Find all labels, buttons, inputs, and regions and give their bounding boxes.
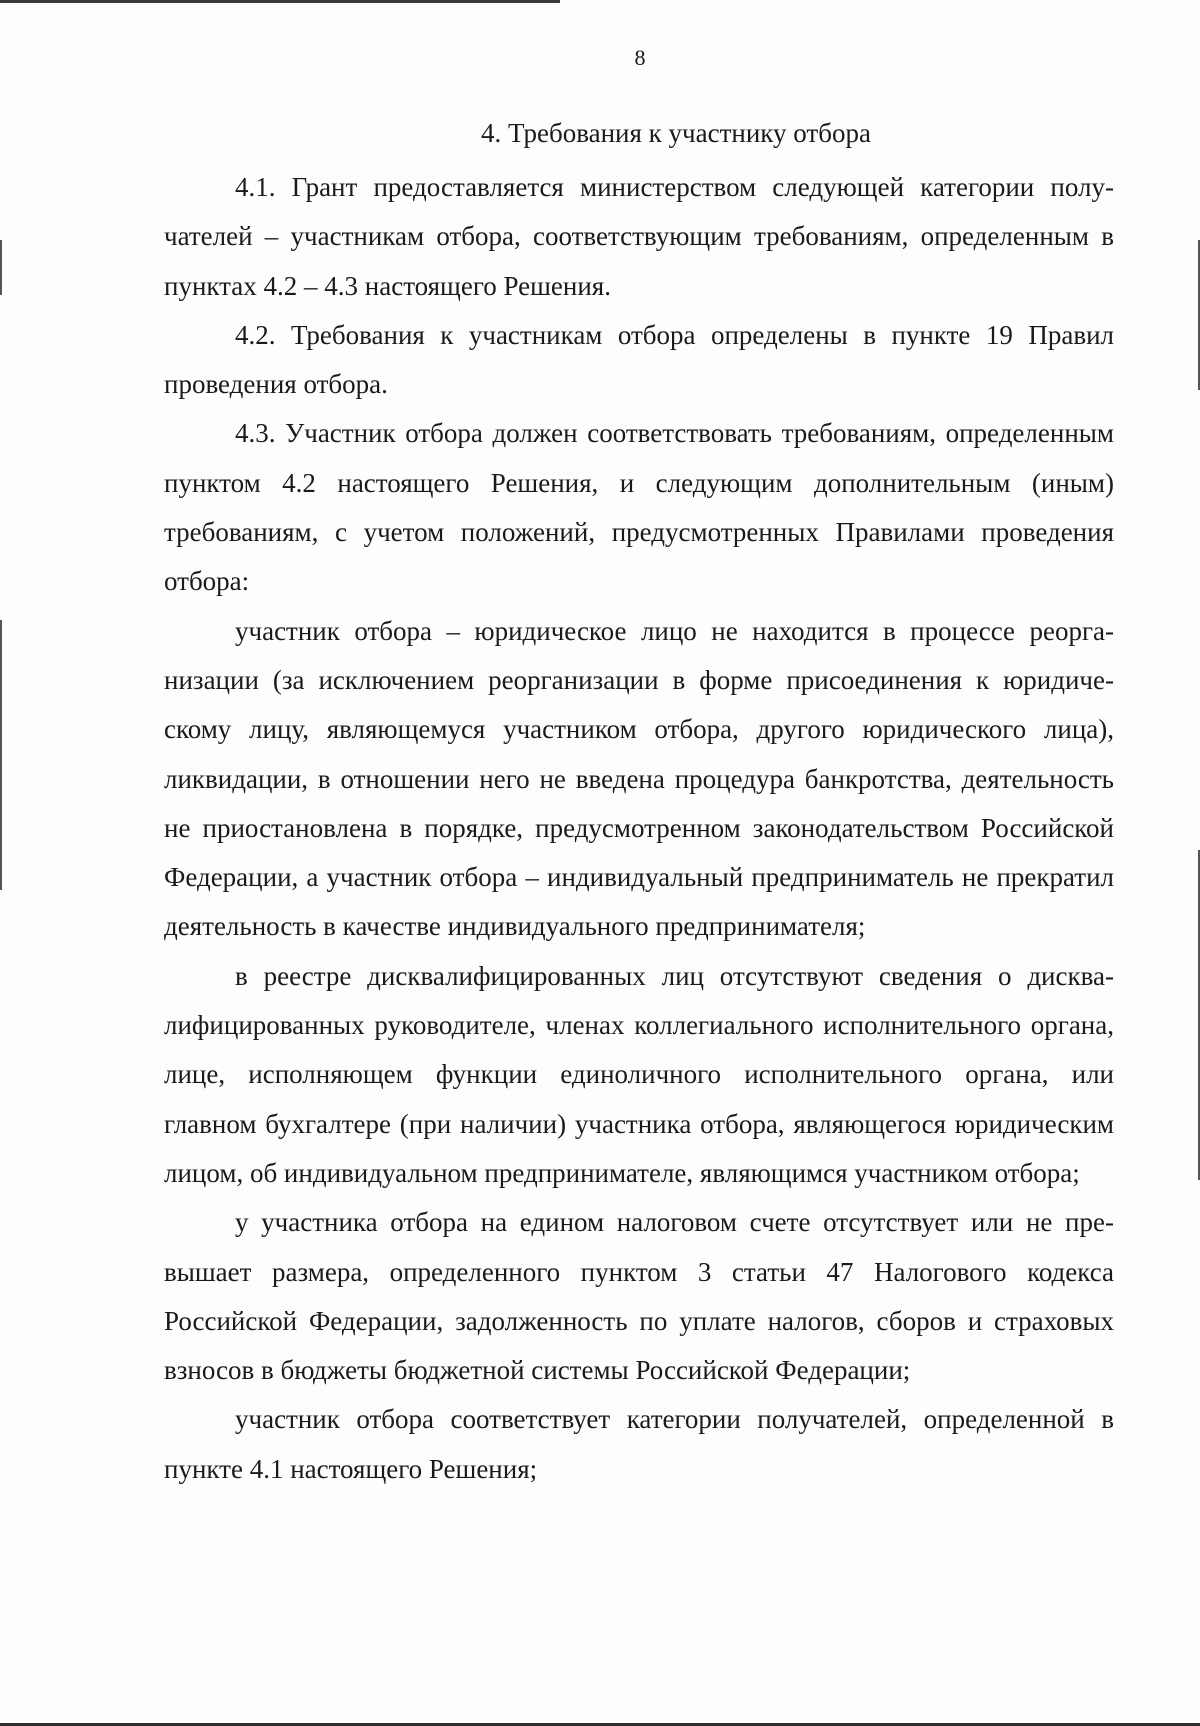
paragraph: 4.2. Требования к участникам отбора определены в пункте 19 Правил проведения отбора. <box>164 319 1114 400</box>
paragraph: у участника отбора на едином налоговом счете отсутствует или не превышает размера, определенного пунктом 3 статьи 47 Налогового кодекса Российской Федерации, задолженность по уплате налогов, сборов и страховых взносов в бюджеты бюджетной системы Российской Федерации; <box>164 1207 1114 1386</box>
page-number: 8 <box>634 45 646 70</box>
paragraph: 4.1. Грант предоставляется министерством следующей категории получателей – участникам отбора, соответствующим требованиям, определенным в пунктах 4.2 – 4.3 настоящего Решения. <box>164 172 1114 301</box>
paragraph: в реестре дисквалифицированных лиц отсутствуют сведения о дисквалифицированных руководителе, членах коллегиального исполнительного органа, лице, исполняющем функции единоличного исполнительного органа, или главном бухгалтере (при наличии) участника отбора, являющегося юридическим лицом, об индивидуальном предпринимателе, являющимся участником отбора; <box>164 960 1114 1188</box>
scan-top-edge <box>0 0 560 3</box>
paragraph: участник отбора – юридическое лицо не находится в процессе реорганизации (за исключением реорганизации в форме присоединения к юридическому лицу, являющемуся участником отбора, другого юридического лица), ликвидации, в отношении него не введена процедура банкротства, деятельность не приостановлена в порядке, предусмотренном законодательством Российской Федерации, а участник отбора – индивидуальный предприниматель не прекратил деятельность в качестве индивидуального предпринимателя; <box>164 615 1114 942</box>
paragraph: 4.3. Участник отбора должен соответствовать требованиям, определенным пунктом 4.2 настоящего Решения, и следующим дополнительным (иным) требованиям, с учетом положений, предусмотренных Правилами проведения отбора: <box>164 418 1114 597</box>
scan-left-mark <box>0 620 2 890</box>
document-body <box>164 163 1114 1494</box>
scan-left-mark <box>0 240 2 295</box>
section-heading: 4. Требования к участнику отбора <box>481 118 871 148</box>
paragraph: участник отбора соответствует категории получателей, определенной в пункте 4.1 настоящего Решения; <box>164 1404 1114 1484</box>
